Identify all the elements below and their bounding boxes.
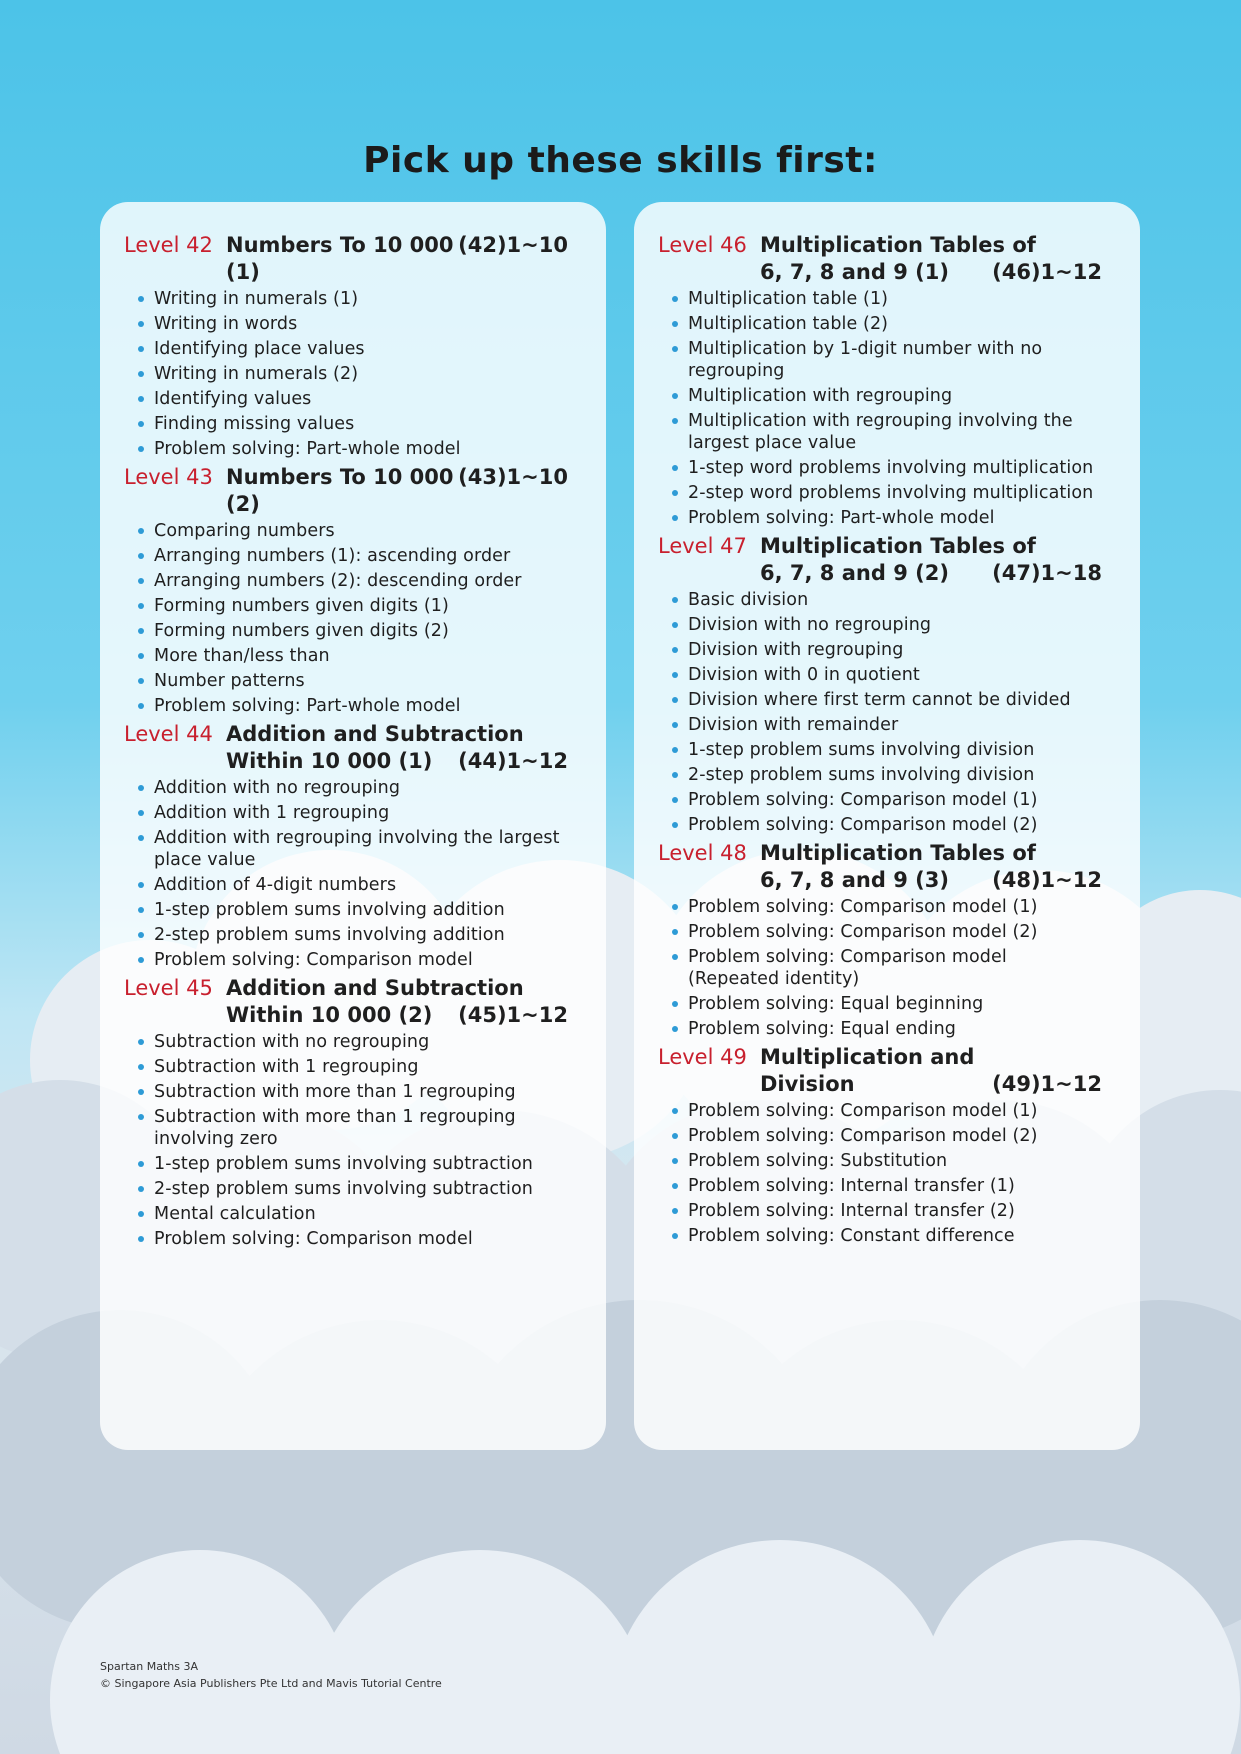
- level-title-line2: 6, 7, 8 and 9 (3): [760, 868, 949, 892]
- level-label: Level 48: [658, 841, 747, 865]
- level-title: Multiplication and: [760, 1045, 975, 1069]
- topic-item: Problem solving: Substitution: [672, 1150, 1102, 1172]
- level-42-section: [124, 232, 568, 460]
- level-label: Level 46: [658, 233, 747, 257]
- topic-item: 2-step word problems involving multiplication: [672, 482, 1102, 504]
- level-48-section: [658, 840, 1102, 1040]
- level-47-section: [658, 533, 1102, 836]
- level-49-section: [658, 1044, 1102, 1247]
- level-title-line2: 6, 7, 8 and 9 (2): [760, 561, 949, 585]
- level-title-line2: 6, 7, 8 and 9 (1): [760, 260, 949, 284]
- topic-item: Arranging numbers (1): ascending order: [138, 545, 568, 567]
- topic-item: Problem solving: Internal transfer (1): [672, 1175, 1102, 1197]
- topic-item: Problem solving: Part-whole model: [138, 695, 568, 717]
- level-44-section: [124, 721, 568, 971]
- topic-item: Number patterns: [138, 670, 568, 692]
- skills-card-right: [634, 202, 1140, 1450]
- topic-item: Problem solving: Comparison model (2): [672, 814, 1102, 836]
- topic-item: Addition of 4-digit numbers: [138, 874, 568, 896]
- topic-item: Subtraction with more than 1 regrouping involving zero: [138, 1106, 568, 1150]
- level-label: Level 49: [658, 1045, 747, 1069]
- level-label: Level 47: [658, 534, 747, 558]
- topic-item: Basic division: [672, 589, 1102, 611]
- topic-item: Division with no regrouping: [672, 614, 1102, 636]
- topic-item: Writing in words: [138, 313, 568, 335]
- level-code: (47)1~18: [992, 561, 1102, 585]
- topic-item: Problem solving: Comparison model (Repeated identity): [672, 946, 1102, 990]
- topic-item: Problem solving: Comparison model (1): [672, 789, 1102, 811]
- topic-item: Forming numbers given digits (1): [138, 595, 568, 617]
- level-code: (48)1~12: [992, 868, 1102, 892]
- skills-card-left: [100, 202, 606, 1450]
- topic-item: Problem solving: Part-whole model: [672, 507, 1102, 529]
- topic-item: Problem solving: Equal beginning: [672, 993, 1102, 1015]
- topic-item: Writing in numerals (2): [138, 363, 568, 385]
- topic-item: Problem solving: Comparison model (2): [672, 1125, 1102, 1147]
- topic-item: Problem solving: Comparison model (1): [672, 1100, 1102, 1122]
- topic-item: Multiplication table (1): [672, 288, 1102, 310]
- level-title-line2: Within 10 000 (1): [226, 749, 433, 773]
- topic-item: Comparing numbers: [138, 520, 568, 542]
- level-title: Multiplication Tables of: [760, 233, 1036, 257]
- level-label: Level 43: [124, 465, 213, 489]
- topic-item: Multiplication table (2): [672, 313, 1102, 335]
- page-footer: [100, 1658, 442, 1692]
- topic-item: 1-step problem sums involving subtraction: [138, 1153, 568, 1175]
- topic-item: Problem solving: Part-whole model: [138, 438, 568, 460]
- topic-item: Subtraction with more than 1 regrouping: [138, 1081, 568, 1103]
- topic-item: Problem solving: Comparison model: [138, 1228, 568, 1250]
- level-label: Level 44: [124, 722, 213, 746]
- level-45-section: [124, 975, 568, 1250]
- level-title: Numbers To 10 000 (2): [226, 465, 454, 516]
- topic-item: 2-step problem sums involving division: [672, 764, 1102, 786]
- level-code: (44)1~12: [458, 749, 568, 773]
- topic-item: Finding missing values: [138, 413, 568, 435]
- topic-item: Problem solving: Constant difference: [672, 1225, 1102, 1247]
- topic-item: Division with remainder: [672, 714, 1102, 736]
- topic-item: Problem solving: Equal ending: [672, 1018, 1102, 1040]
- level-title: Addition and Subtraction: [226, 976, 524, 1000]
- level-code: (45)1~12: [458, 1003, 568, 1027]
- topic-item: 2-step problem sums involving addition: [138, 924, 568, 946]
- topic-item: Subtraction with no regrouping: [138, 1031, 568, 1053]
- page-heading: Pick up these skills first:: [363, 140, 878, 181]
- level-43-section: [124, 464, 568, 717]
- topic-item: Mental calculation: [138, 1203, 568, 1225]
- level-title-line2: Within 10 000 (2): [226, 1003, 433, 1027]
- topic-item: Multiplication with regrouping involving the largest place value: [672, 410, 1102, 454]
- topic-item: Addition with 1 regrouping: [138, 802, 568, 824]
- topic-item: Division with regrouping: [672, 639, 1102, 661]
- level-46-section: [658, 232, 1102, 529]
- topic-item: Multiplication by 1-digit number with no regrouping: [672, 338, 1102, 382]
- level-code: (43)1~10: [458, 465, 568, 489]
- topic-item: Identifying values: [138, 388, 568, 410]
- topic-item: 1-step problem sums involving addition: [138, 899, 568, 921]
- level-code: (42)1~10: [458, 233, 568, 257]
- level-title: Numbers To 10 000 (1): [226, 233, 454, 284]
- topic-item: Division where first term cannot be divided: [672, 689, 1102, 711]
- topic-item: Identifying place values: [138, 338, 568, 360]
- level-title: Addition and Subtraction: [226, 722, 524, 746]
- level-title-line2: Division: [760, 1072, 855, 1096]
- level-title: Multiplication Tables of: [760, 534, 1036, 558]
- copyright-text: © Singapore Asia Publishers Pte Ltd and Mavis Tutorial Centre: [100, 1677, 442, 1690]
- level-code: (46)1~12: [992, 260, 1102, 284]
- topic-item: Problem solving: Internal transfer (2): [672, 1200, 1102, 1222]
- topic-item: Problem solving: Comparison model (1): [672, 896, 1102, 918]
- topic-item: Addition with no regrouping: [138, 777, 568, 799]
- topic-item: 1-step word problems involving multiplication: [672, 457, 1102, 479]
- topic-item: Arranging numbers (2): descending order: [138, 570, 568, 592]
- level-title: Multiplication Tables of: [760, 841, 1036, 865]
- topic-item: Problem solving: Comparison model (2): [672, 921, 1102, 943]
- topic-item: Division with 0 in quotient: [672, 664, 1102, 686]
- topic-item: 2-step problem sums involving subtraction: [138, 1178, 568, 1200]
- topic-item: Multiplication with regrouping: [672, 385, 1102, 407]
- level-label: Level 45: [124, 976, 213, 1000]
- topic-item: 1-step problem sums involving division: [672, 739, 1102, 761]
- topic-item: Forming numbers given digits (2): [138, 620, 568, 642]
- topic-item: Writing in numerals (1): [138, 288, 568, 310]
- topic-item: Subtraction with 1 regrouping: [138, 1056, 568, 1078]
- topic-item: Problem solving: Comparison model: [138, 949, 568, 971]
- book-title: Spartan Maths 3A: [100, 1660, 199, 1673]
- topic-item: More than/less than: [138, 645, 568, 667]
- topic-item: Addition with regrouping involving the largest place value: [138, 827, 568, 871]
- level-label: Level 42: [124, 233, 213, 257]
- level-code: (49)1~12: [992, 1072, 1102, 1096]
